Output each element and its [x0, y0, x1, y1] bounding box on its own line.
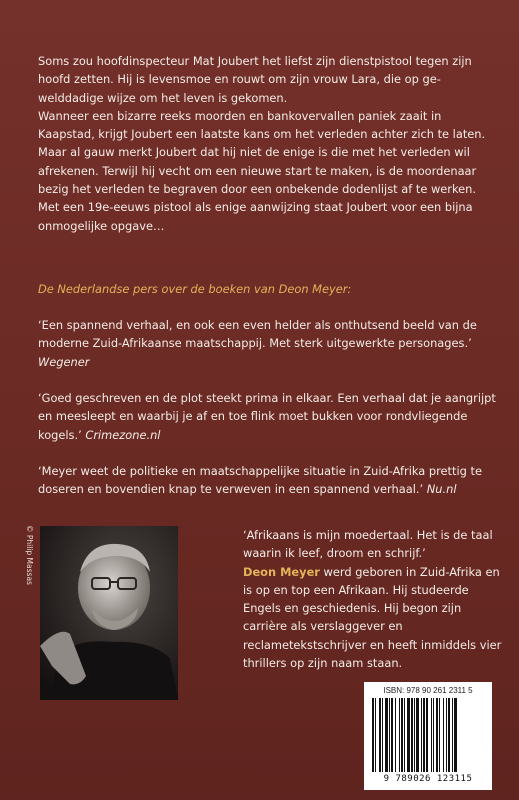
- press-quote-source: Crimezone.nl: [85, 427, 161, 442]
- synopsis-paragraph-2: Wanneer een bizarre reeks moorden en bankovervallen paniek zaait in Kaapstad, krijgt Joubert een laatste kans om het verleden achter zich te laten. Maar al gauw merkt Joubert dat hij niet de enige is die met het verleden wil afrekenen. Terwijl hij vecht om een nieuwe start te maken, is de moordenaar bezig het verleden te begraven door een onbekende dodenlijst af te werken. Met een 19e-eeuws pistool als enige aanwijzing staat Joubert voor een bijna onmogelijke opgave…: [38, 108, 486, 233]
- press-quote-text: ‘Goed geschreven en de plot steekt prima in elkaar. Een verhaal dat je aangrijpt en meesleept en waarbij je af en toe flink moet bukken voor rondvliegende kogels.’: [38, 391, 496, 442]
- ean-digits: 9 789026 123115: [383, 774, 473, 784]
- barcode-bar: [389, 698, 390, 772]
- author-bio-paragraph: [243, 563, 505, 673]
- barcode-bar: [404, 698, 405, 772]
- barcode-bar: [411, 698, 413, 772]
- press-quote: [38, 462, 498, 499]
- barcode-bar: [379, 698, 381, 772]
- barcode-bar: [436, 698, 438, 772]
- barcode-bar: [382, 698, 383, 772]
- barcode-bar: [448, 698, 450, 772]
- barcode-bar: [414, 698, 415, 772]
- photo-credit-text: © Philip Massas: [25, 525, 34, 585]
- barcode-bar: [421, 698, 422, 772]
- press-quote: [38, 389, 498, 444]
- barcode-bar: [454, 698, 457, 772]
- press-quote-source: Wegener: [38, 354, 90, 369]
- barcode-bar: [452, 698, 453, 772]
- author-portrait-illustration: [40, 526, 178, 700]
- barcode-bar: [416, 698, 419, 772]
- author-photo: [40, 526, 178, 700]
- barcode-bar: [423, 698, 425, 772]
- author-bio-text: werd geboren in Zuid-Afrika en is op en top een Afrikaan. Hij studeerde Engels en geschiedenis. Hij begon zijn carrière als verslaggever en reclametekstschrijver en heeft inmiddels vier thrillers op zijn naam staan.: [243, 564, 502, 671]
- barcode-bar: [446, 698, 447, 772]
- barcode-bar: [433, 698, 434, 772]
- press-heading: De Nederlandse pers over de boeken van Deon Meyer:: [38, 282, 352, 296]
- barcode-bar: [372, 698, 374, 772]
- synopsis: [38, 52, 498, 235]
- barcode-bar: [385, 698, 388, 772]
- author-quote: ‘Afrikaans is mijn moedertaal. Het is de taal waarin ik leef, droom en schrijf.’: [243, 528, 493, 561]
- barcode-bars-icon: [372, 698, 484, 774]
- press-quote-text: ‘Een spannend verhaal, en ook een even helder als onthutsend beeld van de moderne Zuid-Afrikaanse maatschappij. Met sterk uitgewerkte personages.’: [38, 318, 477, 351]
- barcode-bar: [401, 698, 403, 772]
- barcode-bar: [375, 698, 376, 772]
- barcode-bar: [443, 698, 444, 772]
- barcode: [364, 682, 492, 790]
- barcode-bar: [426, 698, 428, 772]
- barcode-bar: [431, 698, 432, 772]
- photo-credit: [23, 525, 35, 700]
- barcode-bar: [407, 698, 410, 772]
- synopsis-paragraph-1: Soms zou hoofdinspecteur Mat Joubert het liefst zijn dienstpistool tegen zijn hoofd zetten. Hij is levensmoe en rouwt om zijn vrouw Lara, die op gewelddadige wijze om het leven is gekomen.: [38, 54, 472, 105]
- press-quote: [38, 316, 498, 371]
- isbn-label: ISBN: 978 90 261 2311 5: [383, 686, 473, 695]
- press-quote-text: ‘Meyer weet de politieke en maatschappelijke situatie in Zuid-Afrika prettig te doseren en bovendien knap te verweven in een spannend verhaal.’: [38, 464, 482, 497]
- author-bio: [243, 526, 505, 672]
- press-quote-source: Nu.nl: [426, 482, 457, 497]
- barcode-bar: [399, 698, 400, 772]
- barcode-bar: [391, 698, 393, 772]
- author-name: Deon Meyer: [243, 564, 320, 579]
- barcode-bar: [395, 698, 396, 772]
- barcode-bar: [439, 698, 440, 772]
